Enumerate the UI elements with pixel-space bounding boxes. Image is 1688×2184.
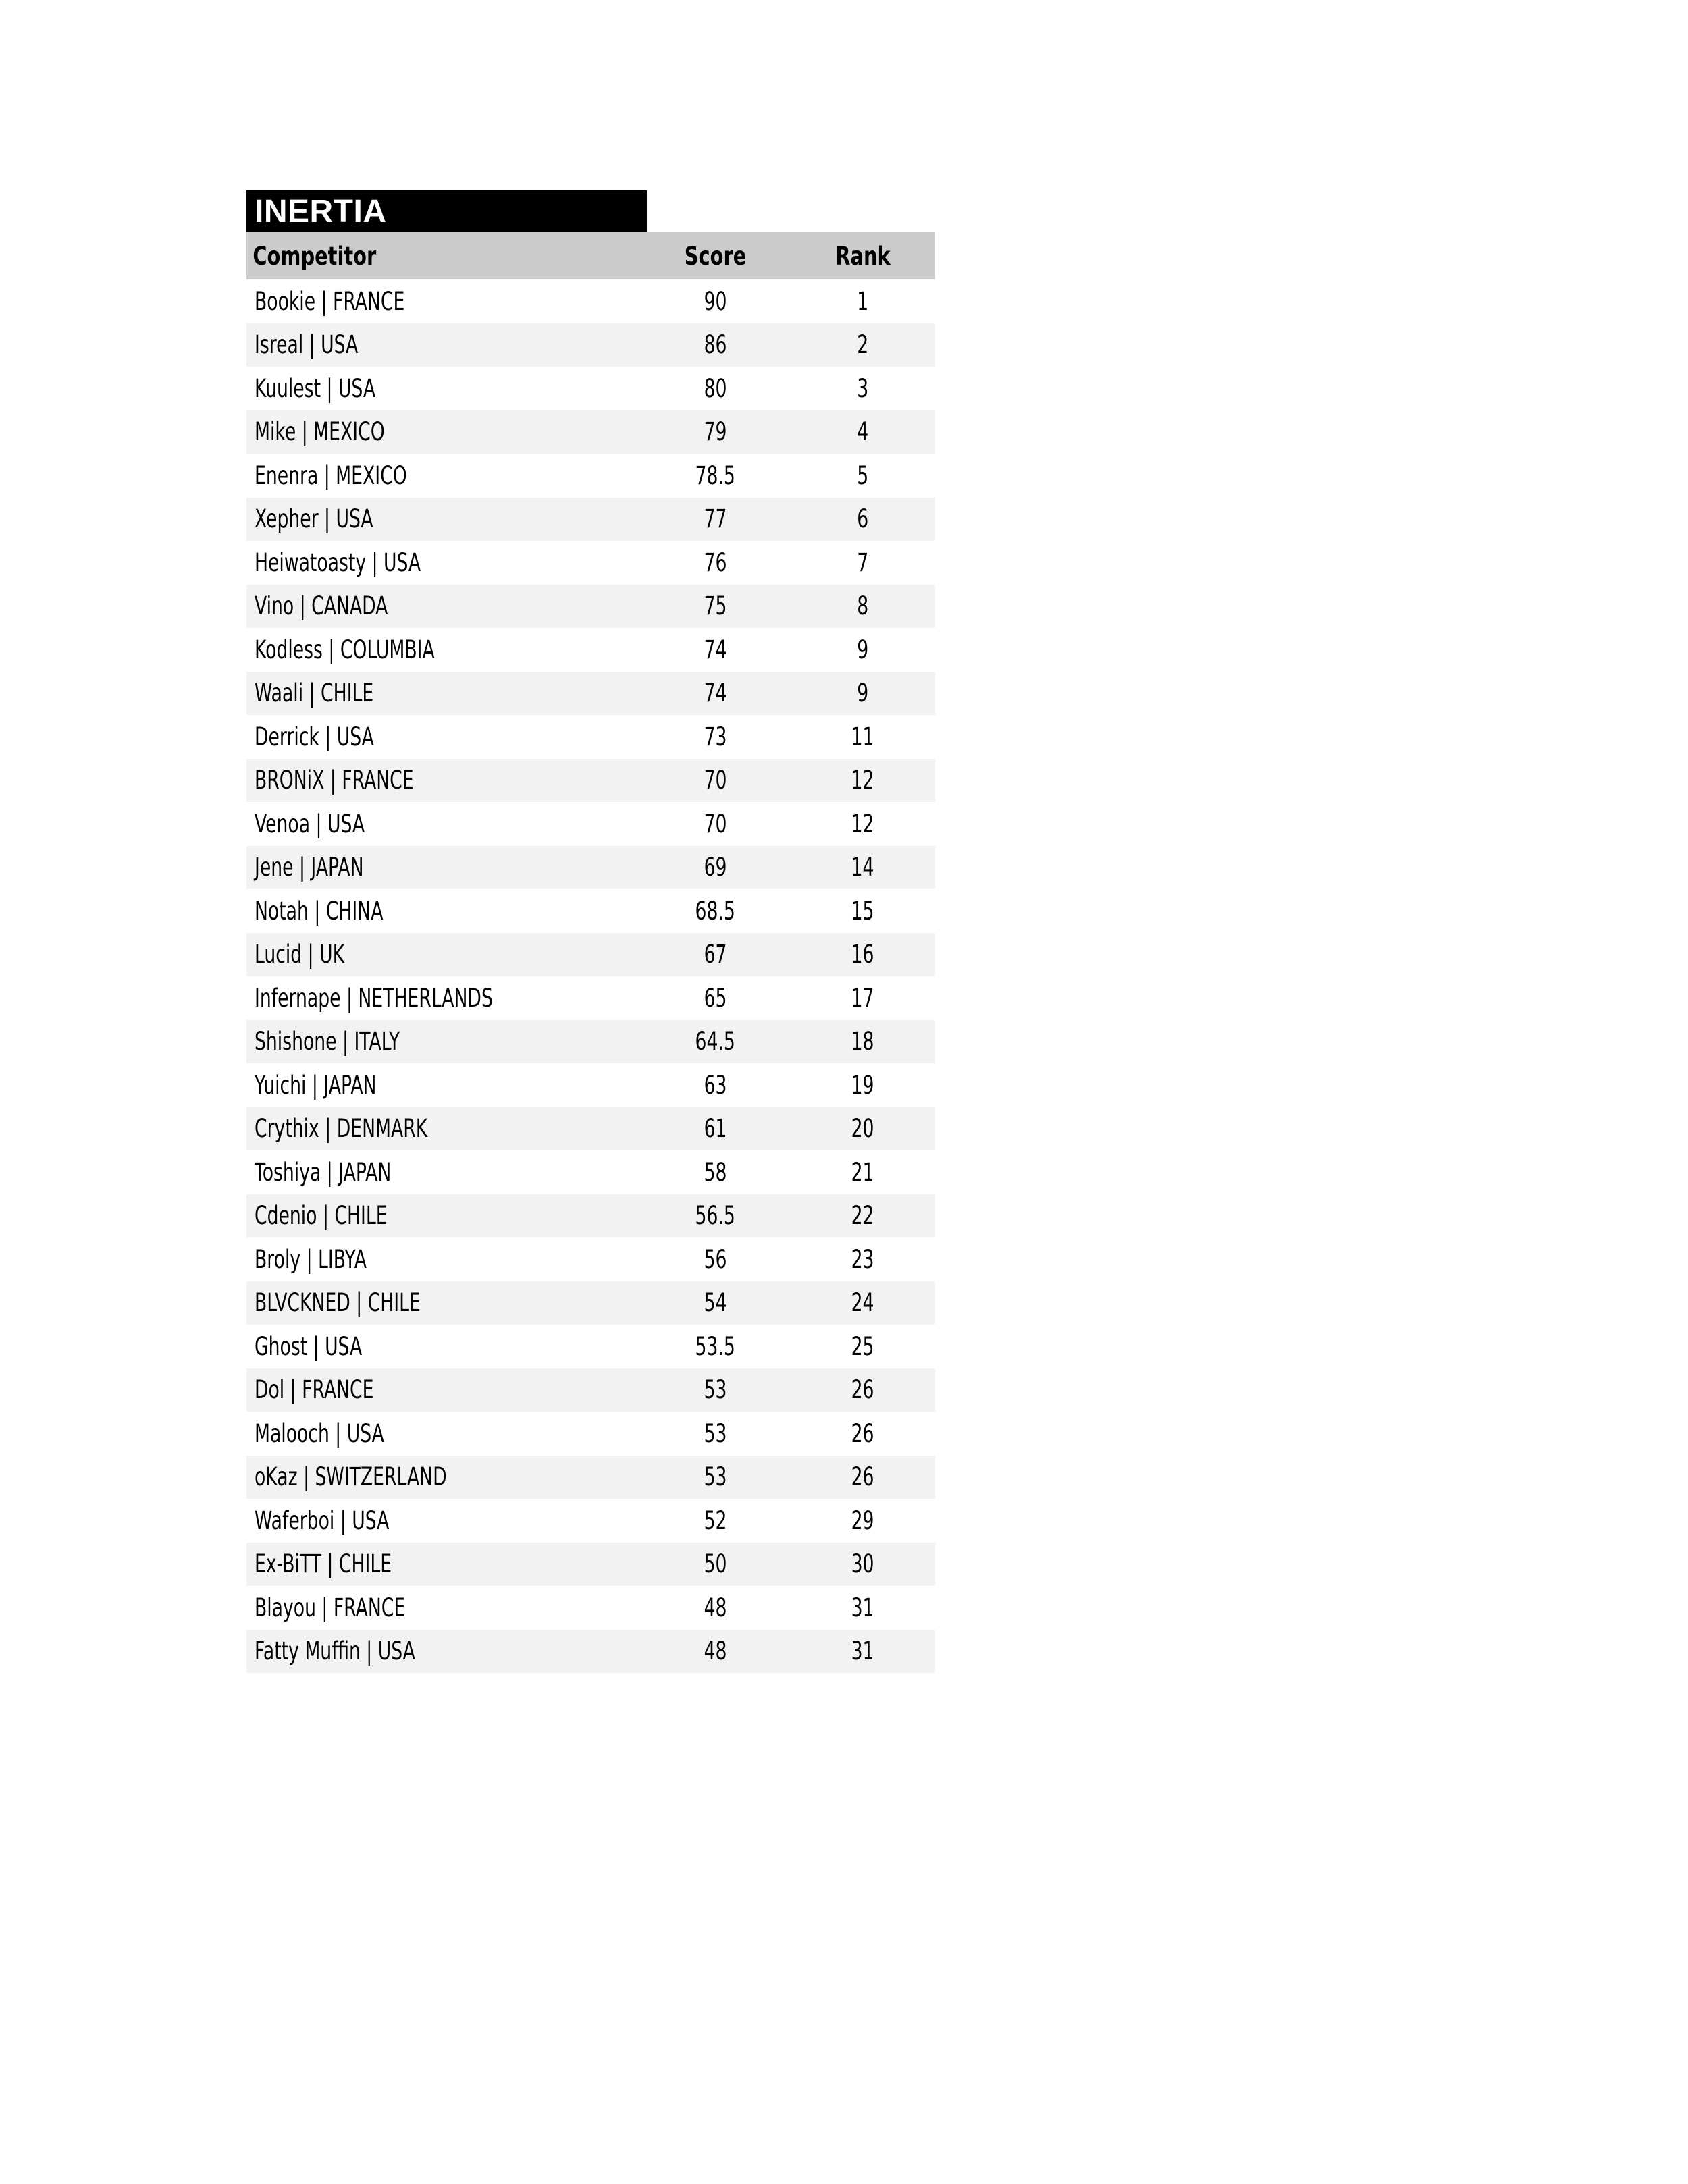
competitor-cell — [246, 1194, 640, 1238]
competitor-cell-text: oKaz | SWITZERLAND — [255, 1462, 447, 1492]
score-cell — [640, 1456, 791, 1499]
rank-cell — [791, 410, 935, 454]
competitor-cell-text: Enenra | MEXICO — [255, 460, 407, 490]
table-row — [246, 541, 935, 585]
score-cell-text: 80 — [704, 373, 727, 403]
score-cell-text: 54 — [704, 1288, 727, 1318]
rank-cell-text: 9 — [857, 635, 869, 664]
competitor-cell — [246, 1368, 640, 1412]
table-row — [246, 1412, 935, 1456]
competitor-cell-text: Crythix | DENMARK — [255, 1114, 428, 1144]
rank-cell — [791, 976, 935, 1020]
rank-cell — [791, 1456, 935, 1499]
score-cell — [640, 1412, 791, 1456]
table-title: INERTIA — [246, 190, 647, 232]
score-cell — [640, 1543, 791, 1587]
rank-cell — [791, 1281, 935, 1325]
competitor-cell-text: Infernape | NETHERLANDS — [255, 983, 493, 1013]
competitor-cell-text: Fatty Muffin | USA — [255, 1636, 415, 1666]
score-cell-text: 48 — [704, 1636, 727, 1666]
score-cell — [640, 933, 791, 977]
competitor-cell — [246, 367, 640, 410]
competitor-cell — [246, 410, 640, 454]
score-cell-text: 69 — [704, 853, 727, 882]
rank-cell-text: 17 — [851, 983, 874, 1013]
score-cell-text: 61 — [704, 1114, 727, 1144]
score-cell-text: 78.5 — [695, 460, 736, 490]
rank-cell — [791, 1020, 935, 1064]
competitor-cell-text: Jene | JAPAN — [255, 853, 364, 882]
score-cell — [640, 1150, 791, 1194]
rank-cell-text: 30 — [851, 1549, 874, 1579]
table-row — [246, 1237, 935, 1281]
score-cell-text: 76 — [704, 548, 727, 577]
competitor-cell — [246, 802, 640, 846]
competitor-cell — [246, 1543, 640, 1587]
score-cell-text: 64.5 — [695, 1027, 736, 1057]
score-cell-text: 56 — [704, 1244, 727, 1274]
score-cell — [640, 541, 791, 585]
competitor-cell-text: Derrick | USA — [255, 722, 374, 751]
rank-cell-text: 18 — [851, 1027, 874, 1057]
score-cell — [640, 279, 791, 323]
table-row — [246, 410, 935, 454]
score-cell — [640, 715, 791, 759]
table-row — [246, 585, 935, 629]
rank-cell-text: 3 — [857, 373, 869, 403]
rank-cell-text: 26 — [851, 1462, 874, 1492]
competitor-cell — [246, 1063, 640, 1107]
competitor-cell-text: Malooch | USA — [255, 1418, 384, 1448]
table-row — [246, 1194, 935, 1238]
rank-cell — [791, 323, 935, 367]
table-row — [246, 1543, 935, 1587]
table-row — [246, 976, 935, 1020]
score-cell — [640, 323, 791, 367]
competitor-cell — [246, 1281, 640, 1325]
header-rank: Rank — [835, 241, 891, 271]
score-cell — [640, 1194, 791, 1238]
score-cell-text: 53.5 — [695, 1331, 736, 1361]
competitor-cell — [246, 279, 640, 323]
score-cell — [640, 846, 791, 890]
competitor-cell — [246, 585, 640, 629]
score-cell — [640, 454, 791, 498]
competitor-cell — [246, 933, 640, 977]
score-cell — [640, 1020, 791, 1064]
rank-cell-text: 15 — [851, 896, 874, 926]
competitor-cell — [246, 1630, 640, 1674]
competitor-cell-text: Yuichi | JAPAN — [255, 1070, 377, 1100]
rank-cell-text: 19 — [851, 1070, 874, 1100]
rank-cell — [791, 933, 935, 977]
score-cell — [640, 498, 791, 541]
rank-cell — [791, 1325, 935, 1368]
rank-cell — [791, 1368, 935, 1412]
score-cell-text: 50 — [704, 1549, 727, 1579]
score-cell — [640, 1325, 791, 1368]
score-cell — [640, 802, 791, 846]
score-cell — [640, 889, 791, 933]
rank-cell-text: 4 — [857, 417, 869, 447]
score-cell — [640, 976, 791, 1020]
competitor-cell — [246, 672, 640, 716]
rank-cell — [791, 1543, 935, 1587]
rank-cell — [791, 585, 935, 629]
results-table — [246, 232, 935, 1673]
competitor-cell-text: Bookie | FRANCE — [255, 286, 405, 316]
rank-cell-text: 9 — [857, 678, 869, 708]
competitor-cell-text: Venoa | USA — [255, 809, 365, 838]
score-cell — [640, 367, 791, 410]
score-cell-text: 86 — [704, 330, 727, 360]
competitor-cell-text: Kuulest | USA — [255, 373, 376, 403]
competitor-cell-text: Xepher | USA — [255, 504, 373, 534]
competitor-cell — [246, 541, 640, 585]
competitor-cell-text: Waferboi | USA — [255, 1506, 390, 1535]
rank-cell-text: 12 — [851, 766, 874, 795]
table-row — [246, 802, 935, 846]
score-cell — [640, 1281, 791, 1325]
table-row — [246, 1499, 935, 1543]
rank-cell-text: 12 — [851, 809, 874, 838]
competitor-cell-text: Cdenio | CHILE — [255, 1201, 388, 1231]
rank-cell — [791, 454, 935, 498]
rank-cell — [791, 498, 935, 541]
rank-cell — [791, 628, 935, 672]
score-cell-text: 79 — [704, 417, 727, 447]
rank-cell — [791, 889, 935, 933]
table-row — [246, 498, 935, 541]
rank-cell — [791, 367, 935, 410]
table-row — [246, 889, 935, 933]
competitor-cell — [246, 1237, 640, 1281]
table-row — [246, 1630, 935, 1674]
rank-cell-text: 16 — [851, 940, 874, 969]
rank-cell — [791, 279, 935, 323]
table-row — [246, 1281, 935, 1325]
table-row — [246, 279, 935, 323]
rank-cell-text: 2 — [857, 330, 869, 360]
competitor-cell-text: Isreal | USA — [255, 330, 359, 360]
score-cell — [640, 759, 791, 803]
table-row — [246, 323, 935, 367]
rank-cell-text: 7 — [857, 548, 869, 577]
rank-cell — [791, 1107, 935, 1151]
competitor-cell — [246, 1150, 640, 1194]
score-cell-text: 77 — [704, 504, 727, 534]
competitor-cell-text: Toshiya | JAPAN — [255, 1157, 392, 1187]
score-cell-text: 53 — [704, 1462, 727, 1492]
table-row — [246, 1368, 935, 1412]
score-cell-text: 90 — [704, 286, 727, 316]
score-cell-text: 70 — [704, 809, 727, 838]
rank-cell — [791, 672, 935, 716]
competitor-cell-text: Mike | MEXICO — [255, 417, 385, 447]
competitor-cell — [246, 846, 640, 890]
competitor-cell-text: Dol | FRANCE — [255, 1375, 374, 1405]
score-cell-text: 75 — [704, 591, 727, 621]
rank-cell-text: 31 — [851, 1593, 874, 1622]
score-cell-text: 52 — [704, 1506, 727, 1535]
competitor-cell — [246, 759, 640, 803]
rank-cell-text: 22 — [851, 1201, 874, 1231]
rank-cell — [791, 1630, 935, 1674]
table-row — [246, 759, 935, 803]
table-row — [246, 454, 935, 498]
rank-cell — [791, 1194, 935, 1238]
score-cell — [640, 585, 791, 629]
table-row — [246, 1150, 935, 1194]
competitor-cell — [246, 1107, 640, 1151]
table-row — [246, 1325, 935, 1368]
table-row — [246, 1456, 935, 1499]
rank-cell-text: 29 — [851, 1506, 874, 1535]
score-cell-text: 63 — [704, 1070, 727, 1100]
competitor-cell — [246, 976, 640, 1020]
rank-cell — [791, 1150, 935, 1194]
score-cell — [640, 1063, 791, 1107]
table-row — [246, 846, 935, 890]
score-cell-text: 48 — [704, 1593, 727, 1622]
rank-cell-text: 20 — [851, 1114, 874, 1144]
score-cell — [640, 628, 791, 672]
competitor-cell — [246, 1412, 640, 1456]
table-row — [246, 1020, 935, 1064]
competitor-cell — [246, 1586, 640, 1630]
score-cell-text: 67 — [704, 940, 727, 969]
competitor-cell-text: BLVCKNED | CHILE — [255, 1288, 421, 1318]
header-row — [246, 232, 935, 279]
score-cell-text: 73 — [704, 722, 727, 751]
rank-cell — [791, 846, 935, 890]
rank-cell — [791, 715, 935, 759]
rank-cell — [791, 759, 935, 803]
competitor-cell — [246, 1325, 640, 1368]
competitor-cell-text: Notah | CHINA — [255, 896, 384, 926]
score-cell-text: 65 — [704, 983, 727, 1013]
rank-cell-text: 23 — [851, 1244, 874, 1274]
rank-cell-text: 8 — [857, 591, 869, 621]
rank-cell — [791, 1586, 935, 1630]
table-row — [246, 1586, 935, 1630]
table-row — [246, 715, 935, 759]
score-cell — [640, 1499, 791, 1543]
competitor-cell-text: Blayou | FRANCE — [255, 1593, 406, 1622]
rank-cell-text: 21 — [851, 1157, 874, 1187]
score-cell — [640, 1630, 791, 1674]
table-row — [246, 933, 935, 977]
score-cell-text: 53 — [704, 1375, 727, 1405]
table-row — [246, 367, 935, 410]
competitor-cell-text: Waali | CHILE — [255, 678, 374, 708]
rank-cell-text: 14 — [851, 853, 874, 882]
score-cell — [640, 672, 791, 716]
table-row — [246, 1107, 935, 1151]
competitor-cell — [246, 454, 640, 498]
competitor-cell-text: Vino | CANADA — [255, 591, 388, 621]
rank-cell-text: 24 — [851, 1288, 874, 1318]
rank-cell-text: 11 — [851, 722, 874, 751]
score-cell — [640, 1107, 791, 1151]
score-cell-text: 68.5 — [695, 896, 736, 926]
competitor-cell — [246, 1456, 640, 1499]
competitor-cell — [246, 323, 640, 367]
rank-cell — [791, 802, 935, 846]
competitor-cell-text: Kodless | COLUMBIA — [255, 635, 435, 664]
score-cell — [640, 410, 791, 454]
table-header — [246, 232, 935, 279]
score-cell-text: 70 — [704, 766, 727, 795]
competitor-cell-text: Ghost | USA — [255, 1331, 363, 1361]
competitor-cell-text: BRONiX | FRANCE — [255, 766, 414, 795]
competitor-cell-text: Heiwatoasty | USA — [255, 548, 421, 577]
table-row — [246, 672, 935, 716]
competitor-cell — [246, 1499, 640, 1543]
rank-cell — [791, 1237, 935, 1281]
header-score: Score — [684, 241, 747, 271]
score-cell — [640, 1586, 791, 1630]
table-row — [246, 1063, 935, 1107]
score-cell-text: 58 — [704, 1157, 727, 1187]
rank-cell — [791, 1499, 935, 1543]
rank-cell — [791, 541, 935, 585]
results-sheet — [246, 190, 935, 1673]
rank-cell-text: 31 — [851, 1636, 874, 1666]
rank-cell-text: 26 — [851, 1418, 874, 1448]
rank-cell — [791, 1412, 935, 1456]
rank-cell-text: 5 — [857, 460, 869, 490]
competitor-cell — [246, 498, 640, 541]
score-cell — [640, 1368, 791, 1412]
competitor-cell-text: Broly | LIBYA — [255, 1244, 367, 1274]
rank-cell-text: 25 — [851, 1331, 874, 1361]
competitor-cell — [246, 889, 640, 933]
score-cell-text: 56.5 — [695, 1201, 736, 1231]
score-cell-text: 74 — [704, 678, 727, 708]
score-cell-text: 53 — [704, 1418, 727, 1448]
competitor-cell-text: Ex-BiTT | CHILE — [255, 1549, 392, 1579]
competitor-cell-text: Lucid | UK — [255, 940, 345, 969]
competitor-cell — [246, 628, 640, 672]
rank-cell-text: 26 — [851, 1375, 874, 1405]
rank-cell-text: 1 — [857, 286, 869, 316]
competitor-cell-text: Shishone | ITALY — [255, 1027, 400, 1057]
score-cell-text: 74 — [704, 635, 727, 664]
competitor-cell — [246, 1020, 640, 1064]
rank-cell — [791, 1063, 935, 1107]
header-competitor: Competitor — [253, 241, 377, 271]
score-cell — [640, 1237, 791, 1281]
rank-cell-text: 6 — [857, 504, 869, 534]
table-row — [246, 628, 935, 672]
competitor-cell — [246, 715, 640, 759]
table-body — [246, 279, 935, 1673]
